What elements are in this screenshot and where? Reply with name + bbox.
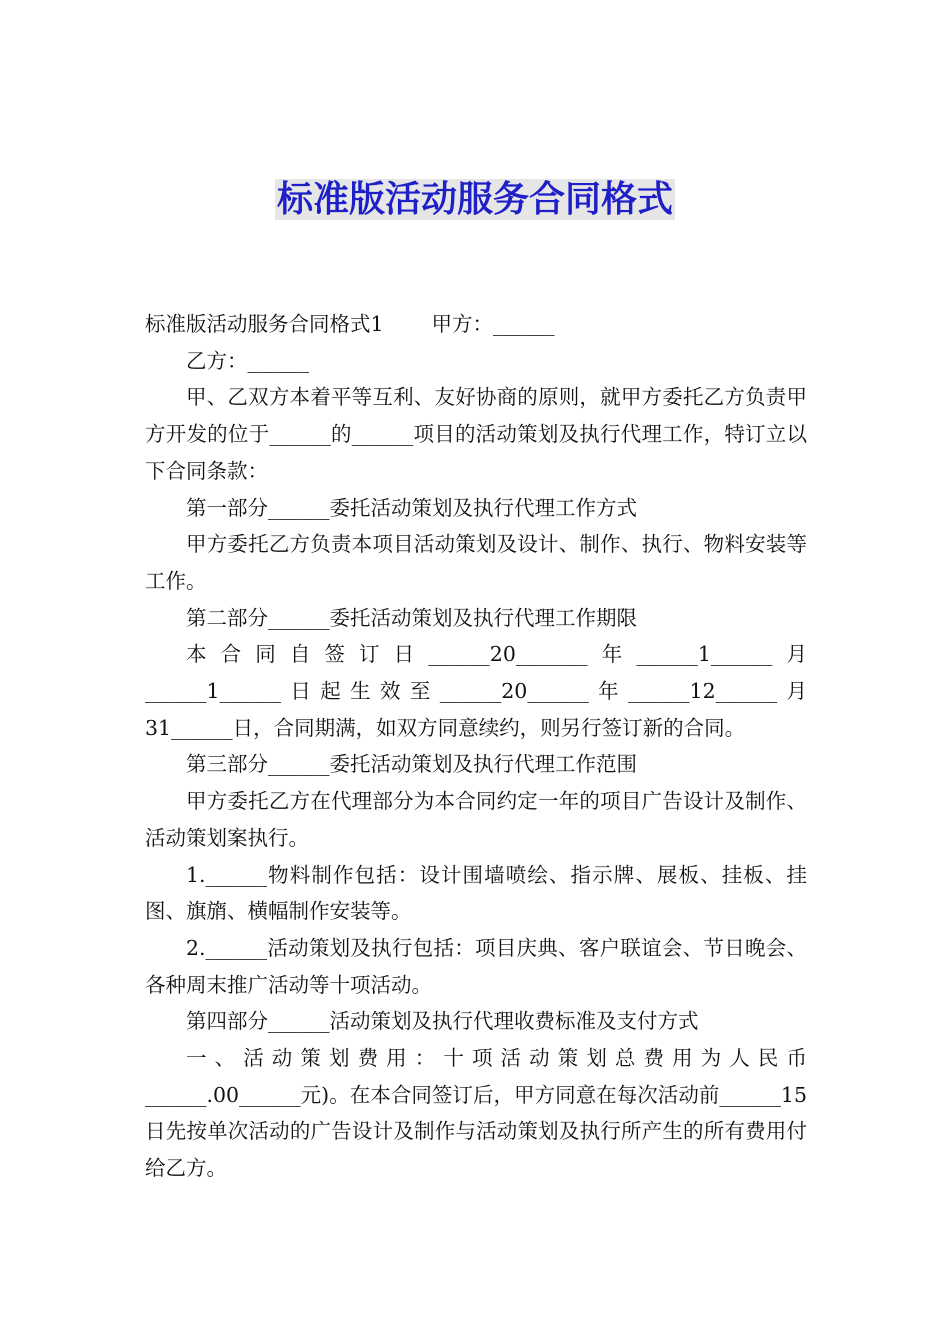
- part3-paragraph: 甲方委托乙方在代理部分为本合同约定一年的项目广告设计及制作、活动策划案执行。: [145, 789, 807, 850]
- fee-line-1: 一、活动策划费用：十项活动策划总费用为人民币: [186, 1046, 807, 1071]
- scope-item-1: 1.______物料制作包括：设计围墙喷绘、指示牌、展板、挂板、挂图、旗旓、横幅制作安装等。: [145, 862, 807, 924]
- part2-heading: 第二部分______委托活动策划及执行代理工作期限: [186, 605, 637, 630]
- document-title: 标准版活动服务合同格式: [276, 179, 673, 220]
- part1-paragraph: 甲方委托乙方负责本项目活动策划及设计、制作、执行、物料安装等工作。: [145, 532, 807, 593]
- party-a-line: 甲方：______: [431, 312, 555, 336]
- part3-heading: 第三部分______委托活动策划及执行代理工作范围: [186, 752, 637, 777]
- term-line-2: ______1______日起生效至______20______年______12______月: [145, 679, 807, 704]
- term-line-1: 本合同自签订日______20_______年______1______月: [186, 642, 807, 667]
- part1-heading: 第一部分______委托活动策划及执行代理工作方式: [186, 495, 637, 520]
- part4-heading: 第四部分______活动策划及执行代理收费标准及支付方式: [186, 1009, 699, 1034]
- document-body: [145, 306, 807, 1187]
- fee-paragraph: ______.00______元)。在本合同签订后，甲方同意在每次活动前______15日先按单次活动的广告设计及制作与活动策划及执行所产生的所有费用付给乙方。: [145, 1082, 807, 1181]
- intro-paragraph: 甲、乙双方本着平等互利、友好协商的原则，就甲方委托乙方负责甲方开发的位于______的______项目的活动策划及执行代理工作，特订立以下合同条款：: [145, 385, 807, 483]
- scope-item-2: 2.______活动策划及执行包括：项目庆典、客户联谊会、节日晚会、各种周末推广活动等十项活动。: [145, 935, 807, 997]
- contract-label: 标准版活动服务合同格式1: [145, 312, 384, 336]
- term-line-3: 31______日，合同期满，如双方同意续约，则另行签订新的合同。: [145, 715, 746, 740]
- party-b-line: 乙方：______: [186, 348, 309, 373]
- head-line: [145, 306, 807, 343]
